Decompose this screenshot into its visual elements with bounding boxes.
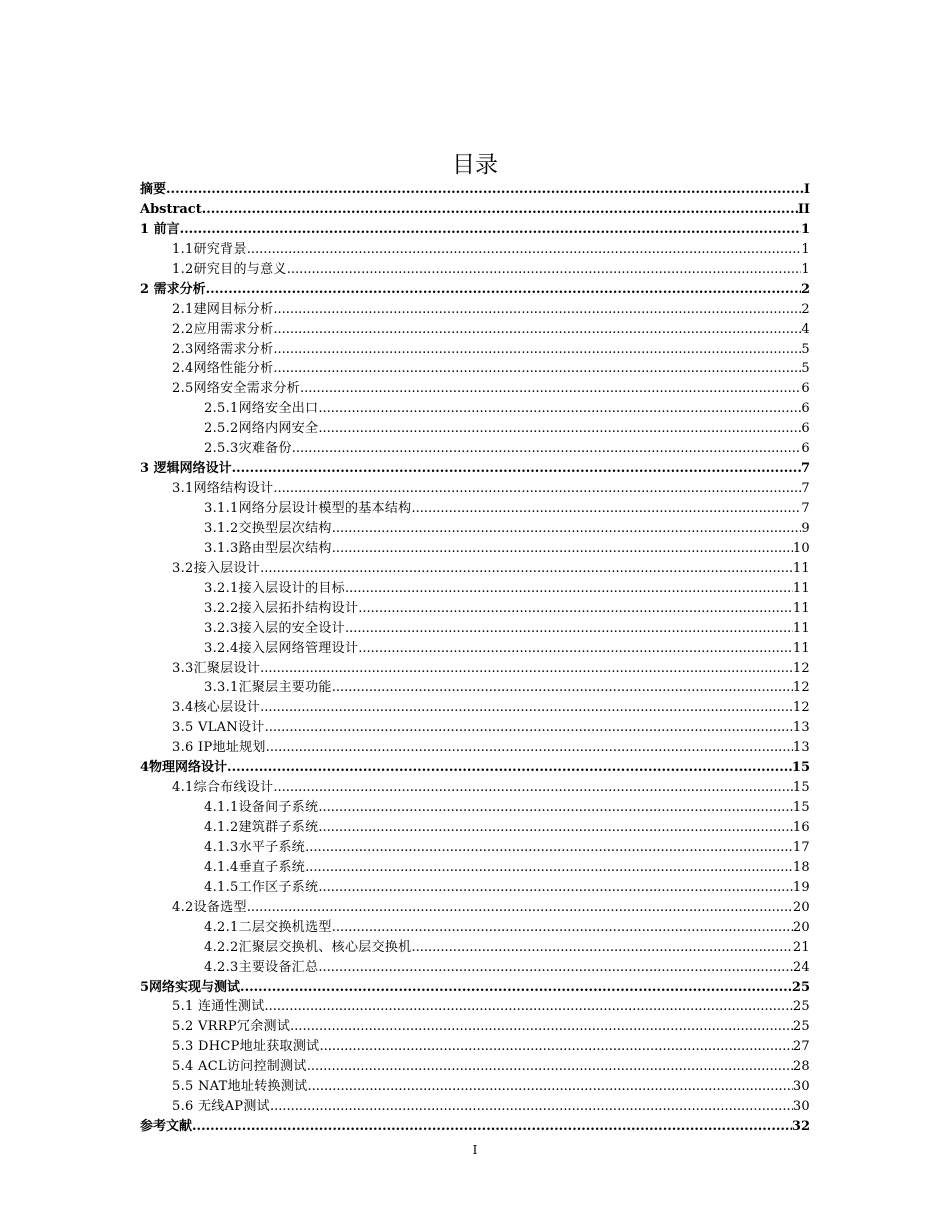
- toc-entry-title: Abstract: [140, 201, 202, 217]
- toc-entry-page-number: 12: [792, 660, 810, 676]
- toc-entry[interactable]: [140, 758, 810, 778]
- toc-dot-leader: [332, 519, 802, 539]
- toc-entry[interactable]: [140, 1077, 810, 1097]
- toc-entry-title: 3.1.1网络分层设计模型的基本结构: [204, 501, 412, 516]
- toc-entry[interactable]: [140, 340, 810, 360]
- table-of-contents: [140, 180, 810, 1137]
- toc-entry-title: 3.2.4接入层网络管理设计: [204, 640, 359, 656]
- toc-entry-title: 4.1.1设备间子系统: [204, 800, 319, 816]
- toc-entry[interactable]: [140, 559, 810, 579]
- toc-entry-page-number: 11: [792, 620, 810, 636]
- toc-entry-title: 4.1.5工作区子系统: [204, 879, 319, 895]
- toc-entry-title: 5网络实现与测试: [140, 979, 241, 995]
- toc-dot-leader: [307, 1057, 793, 1077]
- toc-dot-leader: [266, 738, 793, 758]
- toc-entry-title: 2.2应用需求分析: [172, 321, 274, 337]
- toc-dot-leader: [273, 479, 801, 499]
- toc-entry-page-number: 6: [801, 381, 810, 397]
- toc-entry-title: 2 需求分析: [140, 281, 206, 297]
- toc-entry-title: 3.6 IP地址规划: [172, 740, 266, 756]
- toc-entry-page-number: 20: [792, 899, 810, 915]
- toc-dot-leader: [180, 220, 801, 240]
- toc-dot-leader: [260, 698, 793, 718]
- toc-entry[interactable]: [140, 579, 810, 599]
- toc-dot-leader: [318, 878, 792, 898]
- toc-entry[interactable]: [140, 978, 810, 998]
- toc-entry-page-number: 5: [801, 361, 810, 377]
- toc-entry-title: 3.1.3路由型层次结构: [204, 540, 332, 556]
- toc-entry-page-number: 32: [791, 1119, 810, 1135]
- toc-entry-page-number: 18: [792, 859, 810, 875]
- toc-entry[interactable]: [140, 958, 810, 978]
- toc-entry[interactable]: [140, 718, 810, 738]
- toc-entry-title: 1.2研究目的与意义: [172, 261, 287, 277]
- toc-entry[interactable]: [140, 419, 810, 439]
- toc-entry-page-number: 19: [792, 879, 810, 895]
- toc-entry-title: 5.6 无线AP测试: [172, 1099, 270, 1115]
- toc-dot-leader: [332, 539, 793, 559]
- toc-entry-page-number: 25: [791, 979, 810, 995]
- toc-entry-title: 4.2.2汇聚层交换机、核心层交换机: [204, 939, 412, 955]
- toc-dot-leader: [318, 399, 801, 419]
- toc-entry-title: 3.5 VLAN设计: [172, 720, 265, 736]
- toc-entry-title: 4.2.3主要设备汇总: [204, 959, 319, 975]
- toc-dot-leader: [345, 579, 793, 599]
- toc-dot-leader: [273, 320, 801, 340]
- toc-entry-title: 3.3.1汇聚层主要功能: [204, 680, 332, 696]
- toc-entry-page-number: 30: [792, 1079, 810, 1095]
- toc-entry-title: 1.1研究背景: [172, 241, 247, 257]
- toc-entry-title: 3 逻辑网络设计: [140, 461, 232, 477]
- toc-entry[interactable]: [140, 1117, 810, 1137]
- toc-dot-leader: [287, 260, 802, 280]
- toc-entry-title: 5.1 连通性测试: [172, 999, 265, 1015]
- toc-entry[interactable]: [140, 818, 810, 838]
- toc-dot-leader: [319, 1037, 792, 1057]
- toc-entry[interactable]: [140, 220, 810, 240]
- toc-entry-page-number: 25: [792, 1019, 810, 1035]
- toc-dot-leader: [332, 678, 793, 698]
- toc-entry-title: 3.2.2接入层拓扑结构设计: [204, 600, 359, 616]
- toc-entry-title: 2.4网络性能分析: [172, 361, 274, 377]
- toc-entry-page-number: 21: [792, 939, 810, 955]
- toc-dot-leader: [318, 958, 792, 978]
- toc-entry[interactable]: [140, 499, 810, 519]
- toc-entry-title: 3.2接入层设计: [172, 560, 261, 576]
- toc-entry-title: 4.1.2建筑群子系统: [204, 820, 319, 835]
- toc-entry-page-number: 7: [800, 461, 810, 477]
- toc-entry-page-number: 1: [801, 261, 810, 277]
- toc-dot-leader: [300, 379, 801, 399]
- toc-entry-page-number: 15: [791, 760, 810, 776]
- toc-entry[interactable]: [140, 320, 810, 340]
- toc-entry[interactable]: [140, 858, 810, 878]
- toc-dot-leader: [318, 818, 792, 838]
- toc-entry-title: 3.4核心层设计: [172, 700, 261, 716]
- toc-entry-page-number: II: [797, 201, 810, 217]
- toc-entry-page-number: 11: [792, 560, 810, 576]
- toc-entry-title: 3.2.3接入层的安全设计: [204, 620, 345, 636]
- toc-entry[interactable]: [140, 1037, 810, 1057]
- toc-entry-title: 4物理网络设计: [140, 760, 228, 776]
- toc-entry-page-number: 16: [792, 820, 810, 835]
- toc-entry[interactable]: [140, 678, 810, 698]
- toc-entry[interactable]: [140, 918, 810, 938]
- toc-entry-title: 2.1建网目标分析: [172, 301, 274, 317]
- toc-dot-leader: [202, 200, 798, 220]
- toc-entry-page-number: 6: [801, 421, 810, 437]
- toc-entry-title: 3.2.1接入层设计的目标: [204, 580, 345, 596]
- toc-entry-title: 4.2.1二层交换机选型: [204, 919, 332, 935]
- toc-entry-title: 2.5.1网络安全出口: [204, 401, 319, 417]
- toc-entry-page-number: 6: [801, 401, 810, 417]
- toc-entry-title: 5.4 ACL访问控制测试: [172, 1059, 307, 1075]
- toc-dot-leader: [240, 978, 792, 998]
- toc-entry-title: 4.1.4垂直子系统: [204, 859, 306, 875]
- toc-dot-leader: [305, 838, 793, 858]
- toc-dot-leader: [292, 439, 802, 459]
- toc-dot-leader: [247, 240, 802, 260]
- toc-entry-page-number: 1: [800, 221, 810, 237]
- toc-entry-page-number: 30: [792, 1099, 810, 1115]
- toc-entry[interactable]: [140, 1017, 810, 1037]
- toc-entry[interactable]: [140, 479, 810, 499]
- toc-entry-page-number: 15: [792, 800, 810, 816]
- toc-entry-title: 4.1综合布线设计: [172, 780, 274, 796]
- toc-entry-title: 4.1.3水平子系统: [204, 839, 306, 855]
- toc-entry[interactable]: [140, 359, 810, 379]
- page-number-footer: I: [472, 1143, 478, 1157]
- toc-entry-page-number: 7: [801, 501, 810, 516]
- toc-entry-page-number: 28: [792, 1059, 810, 1075]
- toc-dot-leader: [273, 359, 801, 379]
- toc-entry-page-number: 5: [801, 341, 810, 357]
- toc-entry[interactable]: [140, 180, 810, 200]
- toc-entry-title: 参考文献: [140, 1119, 193, 1135]
- toc-dot-leader: [318, 798, 792, 818]
- toc-entry[interactable]: [140, 619, 810, 639]
- toc-entry[interactable]: [140, 379, 810, 399]
- toc-entry[interactable]: [140, 599, 810, 619]
- toc-entry-title: 1 前言: [140, 221, 180, 237]
- toc-dot-leader: [345, 619, 793, 639]
- toc-entry-page-number: 4: [801, 321, 810, 337]
- toc-entry[interactable]: [140, 240, 810, 260]
- toc-entry-page-number: 13: [792, 720, 810, 736]
- toc-entry[interactable]: [140, 698, 810, 718]
- toc-dot-leader: [411, 938, 792, 958]
- toc-entry-page-number: 17: [792, 839, 810, 855]
- toc-entry[interactable]: [140, 878, 810, 898]
- toc-dot-leader: [206, 280, 801, 300]
- toc-entry-title: 3.3汇聚层设计: [172, 660, 261, 676]
- toc-entry-page-number: 20: [792, 919, 810, 935]
- toc-entry-title: 5.5 NAT地址转换测试: [172, 1079, 308, 1095]
- toc-dot-leader: [290, 1017, 793, 1037]
- toc-entry-page-number: 24: [792, 959, 810, 975]
- toc-entry[interactable]: [140, 1097, 810, 1117]
- toc-dot-leader: [358, 599, 793, 619]
- toc-entry[interactable]: [140, 778, 810, 798]
- toc-dot-leader: [232, 459, 801, 479]
- toc-entry[interactable]: [140, 738, 810, 758]
- toc-dot-leader: [247, 898, 793, 918]
- toc-entry[interactable]: [140, 798, 810, 818]
- toc-entry[interactable]: [140, 200, 810, 220]
- toc-entry-page-number: 6: [801, 441, 810, 457]
- toc-entry-title: 3.1网络结构设计: [172, 481, 274, 497]
- toc-entry[interactable]: [140, 898, 810, 918]
- toc-entry-page-number: 25: [792, 999, 810, 1015]
- toc-dot-leader: [270, 1097, 793, 1117]
- toc-entry-page-number: 9: [801, 520, 810, 536]
- toc-entry[interactable]: [140, 280, 810, 300]
- toc-entry-page-number: 13: [792, 740, 810, 756]
- toc-entry-page-number: 11: [792, 580, 810, 596]
- toc-entry-title: 5.3 DHCP地址获取测试: [172, 1039, 320, 1055]
- toc-entry-title: 5.2 VRRP冗余测试: [172, 1019, 291, 1035]
- toc-dot-leader: [305, 858, 793, 878]
- toc-dot-leader: [273, 300, 801, 320]
- toc-entry-page-number: 2: [800, 281, 810, 297]
- toc-entry[interactable]: [140, 459, 810, 479]
- toc-entry[interactable]: [140, 439, 810, 459]
- toc-entry-title: 3.1.2交换型层次结构: [204, 520, 332, 536]
- toc-dot-leader: [265, 997, 793, 1017]
- toc-entry-page-number: 1: [801, 241, 810, 257]
- toc-entry-page-number: 12: [792, 700, 810, 716]
- toc-dot-leader: [358, 639, 793, 659]
- toc-entry-page-number: 10: [792, 540, 810, 556]
- toc-entry[interactable]: [140, 1057, 810, 1077]
- toc-entry-page-number: I: [803, 182, 810, 197]
- toc-dot-leader: [273, 778, 792, 798]
- toc-dot-leader: [227, 758, 792, 778]
- toc-dot-leader: [318, 419, 801, 439]
- toc-entry-page-number: 15: [792, 780, 810, 796]
- toc-entry-title: 2.3网络需求分析: [172, 341, 274, 357]
- toc-entry[interactable]: [140, 997, 810, 1017]
- toc-entry-page-number: 11: [792, 640, 810, 656]
- toc-entry[interactable]: [140, 260, 810, 280]
- toc-dot-leader: [260, 559, 793, 579]
- toc-dot-leader: [192, 1117, 792, 1137]
- toc-entry[interactable]: [140, 519, 810, 539]
- toc-entry[interactable]: [140, 300, 810, 320]
- toc-entry-page-number: 12: [792, 680, 810, 696]
- toc-dot-leader: [307, 1077, 792, 1097]
- toc-entry-title: 2.5网络安全需求分析: [172, 381, 300, 397]
- toc-entry[interactable]: [140, 539, 810, 559]
- toc-entry-title: 2.5.3灾难备份: [204, 441, 292, 457]
- toc-entry-page-number: 27: [792, 1039, 810, 1055]
- toc-entry-title: 2.5.2网络内网安全: [204, 421, 319, 437]
- toc-dot-leader: [411, 499, 801, 519]
- toc-dot-leader: [332, 918, 793, 938]
- toc-entry-title: 4.2设备选型: [172, 899, 247, 915]
- page-title: 目录: [452, 152, 498, 178]
- toc-entry-page-number: 2: [801, 301, 810, 317]
- toc-dot-leader: [273, 340, 801, 360]
- toc-entry[interactable]: [140, 399, 810, 419]
- toc-entry-page-number: 7: [801, 481, 810, 497]
- toc-dot-leader: [265, 718, 793, 738]
- toc-entry-title: 摘要: [140, 182, 167, 197]
- toc-entry[interactable]: [140, 639, 810, 659]
- toc-dot-leader: [166, 180, 804, 200]
- toc-entry[interactable]: [140, 838, 810, 858]
- toc-entry[interactable]: [140, 938, 810, 958]
- toc-dot-leader: [260, 659, 793, 679]
- toc-entry-page-number: 11: [792, 600, 810, 616]
- toc-entry[interactable]: [140, 659, 810, 679]
